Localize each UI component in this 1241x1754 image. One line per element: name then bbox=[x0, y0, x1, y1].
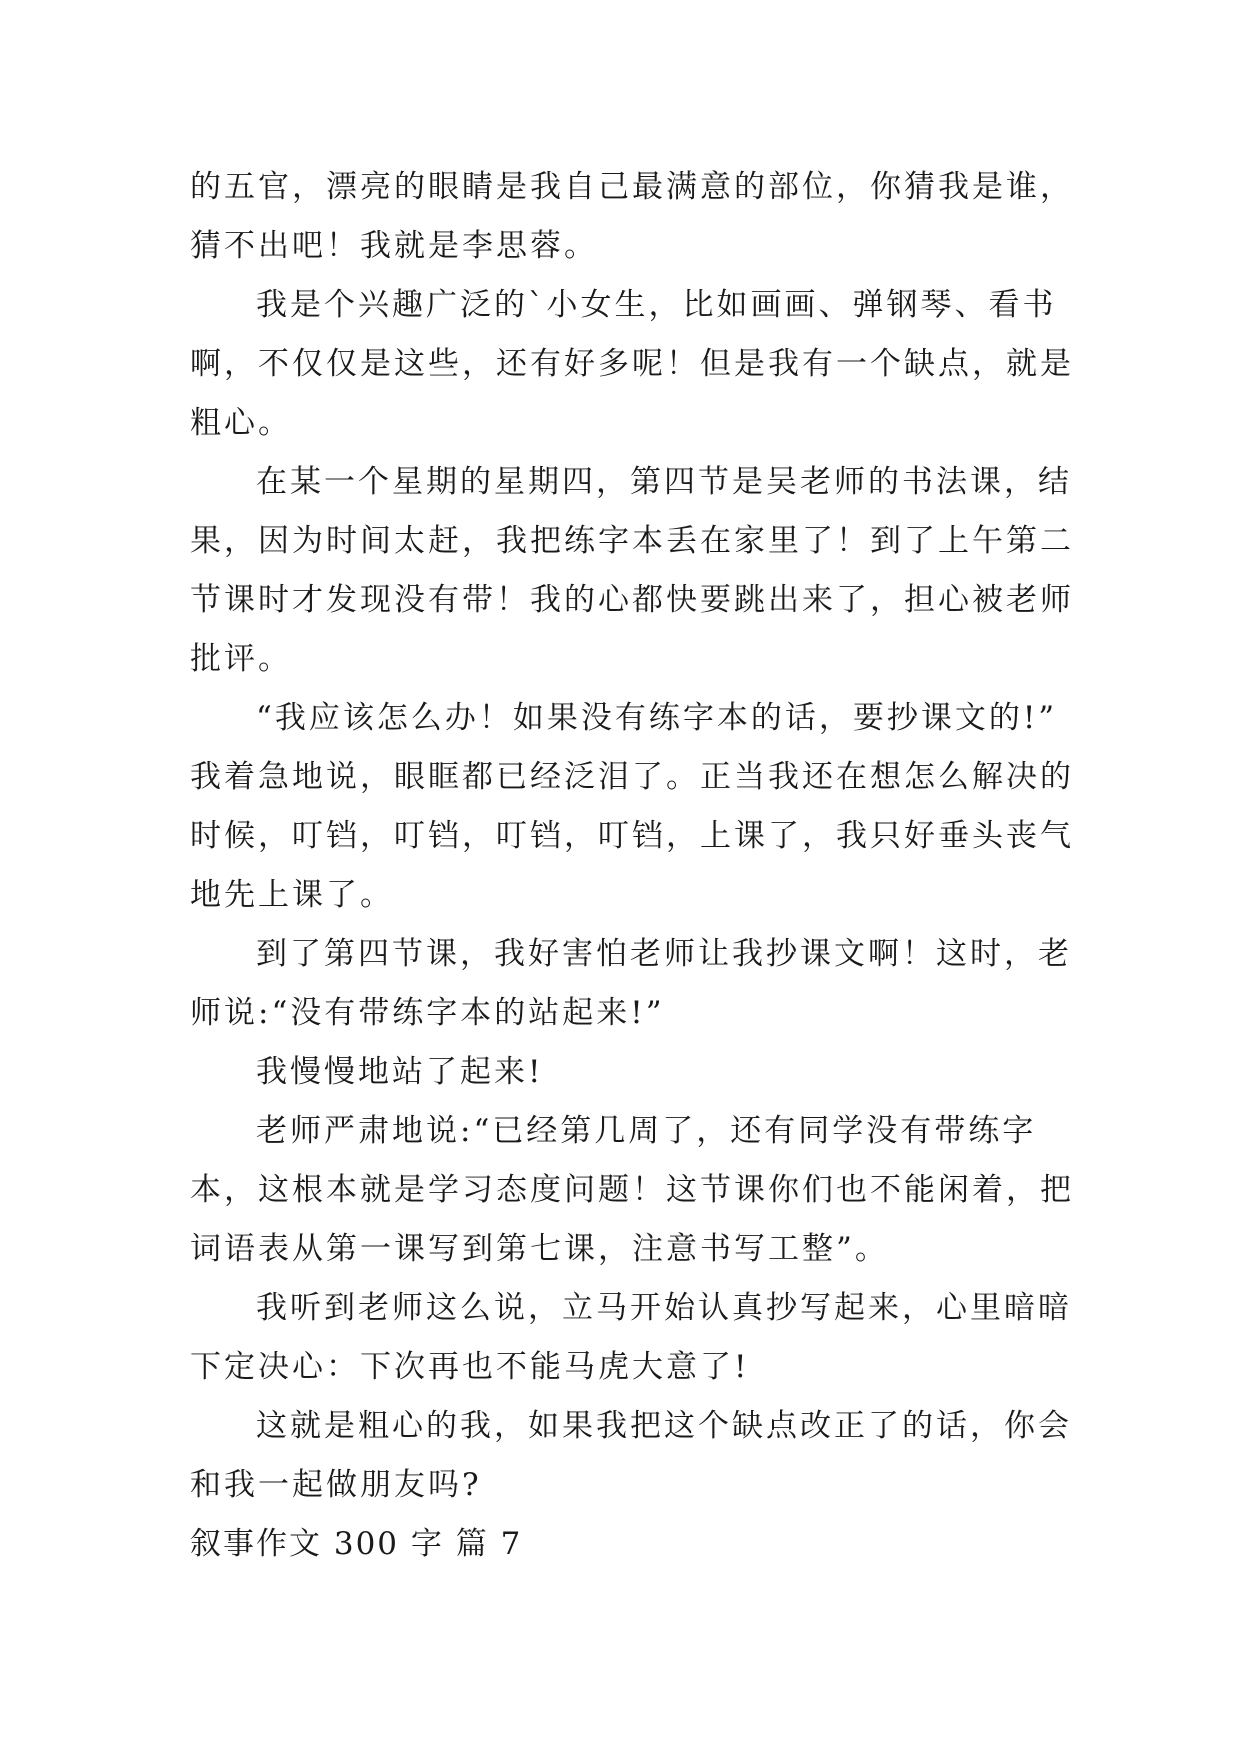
text-line-19: 词语表从第一课写到第七课，注意书写工整”。 bbox=[190, 1231, 889, 1267]
text-line-22: 这就是粗心的我，如果我把这个缺点改正了的话，你会 bbox=[256, 1408, 1072, 1444]
text-line-9: 批评。 bbox=[190, 641, 292, 677]
text-line-17: 老师严肃地说:“已经第几周了，还有同学没有带练字 bbox=[256, 1113, 1037, 1149]
document-body bbox=[190, 158, 1074, 1574]
text-line-15: 师说:“没有带练字本的站起来!” bbox=[190, 995, 665, 1031]
text-line-1: 的五官，漂亮的眼睛是我自己最满意的部位，你猜我是谁， bbox=[190, 169, 1074, 205]
text-line-5: 粗心。 bbox=[190, 405, 292, 441]
text-line-8: 节课时才发现没有带！我的心都快要跳出来了，担心被老师 bbox=[190, 582, 1074, 618]
section-heading: 叙事作文 300 字 篇 7 bbox=[190, 1526, 523, 1562]
text-line-12: 时候，叮铛，叮铛，叮铛，叮铛，上课了，我只好垂头丧气 bbox=[190, 818, 1074, 854]
text-line-14: 到了第四节课，我好害怕老师让我抄课文啊！这时，老 bbox=[256, 936, 1072, 972]
text-line-23: 和我一起做朋友吗? bbox=[190, 1467, 482, 1503]
text-line-21: 下定决心：下次再也不能马虎大意了! bbox=[190, 1349, 750, 1385]
text-line-11: 我着急地说，眼眶都已经泛泪了。正当我还在想怎么解决的 bbox=[190, 759, 1074, 795]
text-line-7: 果，因为时间太赶，我把练字本丢在家里了！到了上午第二 bbox=[190, 523, 1074, 559]
text-line-18: 本，这根本就是学习态度问题！这节课你们也不能闲着，把 bbox=[190, 1172, 1074, 1208]
text-line-13: 地先上课了。 bbox=[190, 877, 394, 913]
text-line-16: 我慢慢地站了起来! bbox=[256, 1054, 544, 1090]
text-line-3: 我是个兴趣广泛的`小女生，比如画画、弹钢琴、看书 bbox=[256, 287, 1057, 323]
text-line-6: 在某一个星期的星期四，第四节是吴老师的书法课，结 bbox=[256, 464, 1072, 500]
text-line-4: 啊，不仅仅是这些，还有好多呢！但是我有一个缺点，就是 bbox=[190, 346, 1074, 382]
text-line-20: 我听到老师这么说，立马开始认真抄写起来，心里暗暗 bbox=[256, 1290, 1072, 1326]
text-line-10: “我应该怎么办！如果没有练字本的话，要抄课文的!” bbox=[256, 700, 1058, 736]
text-line-2: 猜不出吧！我就是李思蓉。 bbox=[190, 228, 598, 264]
